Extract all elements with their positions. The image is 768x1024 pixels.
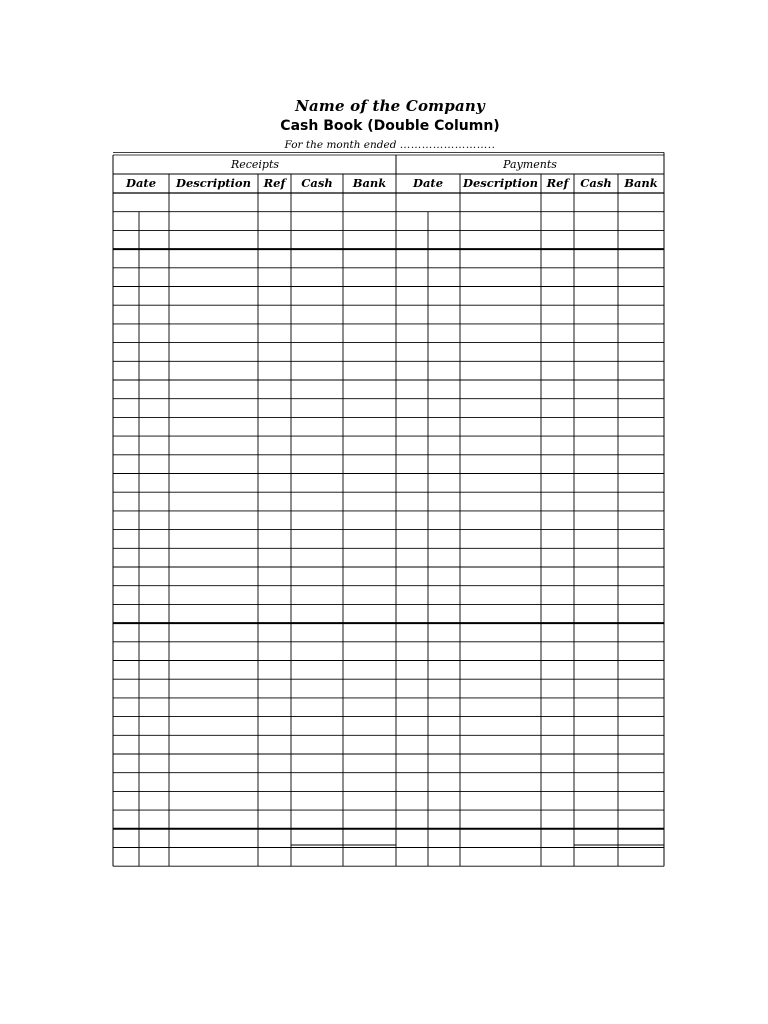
cash-book-title: Cash Book (Double Column) bbox=[280, 118, 500, 134]
column-header-ref-receipts: Ref bbox=[263, 176, 286, 190]
column-header-cash-receipts: Cash bbox=[301, 176, 333, 190]
column-header-cash-payments: Cash bbox=[580, 176, 612, 190]
column-header-date-receipts: Date bbox=[125, 176, 157, 190]
column-header-description-receipts: Description bbox=[176, 176, 251, 190]
grid-lines bbox=[113, 153, 664, 867]
column-header-bank-receipts: Bank bbox=[352, 176, 387, 190]
column-header-date-payments: Date bbox=[412, 176, 444, 190]
company-name: Name of the Company bbox=[295, 97, 485, 115]
payments-heading: Payments bbox=[503, 158, 557, 171]
column-header-bank-payments: Bank bbox=[624, 176, 658, 190]
column-header-description-payments: Description bbox=[463, 176, 538, 190]
receipts-heading: Receipts bbox=[230, 158, 280, 171]
month-ended-label: For the month ended bbox=[284, 139, 397, 151]
column-headers bbox=[125, 176, 658, 190]
column-header-ref-payments: Ref bbox=[546, 176, 569, 190]
month-ended-value: …………………….. bbox=[399, 139, 496, 151]
